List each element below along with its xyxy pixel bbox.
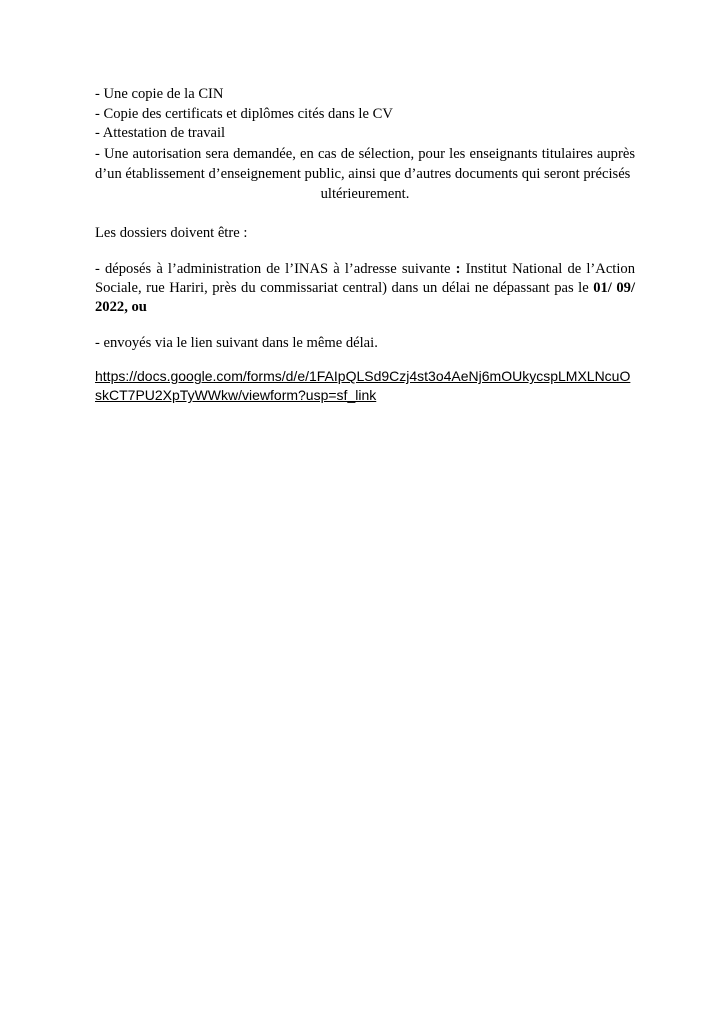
google-form-link[interactable]: https://docs.google.com/forms/d/e/1FAIpQLSd9Czj4st3o4AeNj6mOUkycspLMXLNcuOskCT7PU2XpTyWWkw/viewform?usp=sf_link: [95, 368, 631, 404]
online-submission-text: - envoyés via le lien suivant dans le même délai.: [95, 334, 378, 351]
deposit-address: Institut National de l’Action Sociale, rue Hariri, près du commissariat central) dans un délai ne dépassant pas le: [95, 260, 635, 296]
dossiers-intro: Les dossiers doivent être :: [95, 224, 248, 241]
deposit-prefix: - déposés à l’administration de l’INAS à l’adresse suivante: [95, 260, 456, 277]
list-item-work-attestation: - Attestation de travail: [95, 125, 226, 141]
list-item-authorization-end: ultérieurement.: [320, 185, 410, 202]
list-item-authorization: - Une autorisation sera demandée, en cas de sélection, pour les enseignants titulaires auprès d’un établissement d’enseignement public, ainsi que d’autres documents qui seront précisés: [95, 145, 635, 182]
required-documents-list: [95, 85, 635, 204]
list-item-certificates: - Copie des certificats et diplômes cités dans le CV: [95, 105, 393, 122]
deposit-deadline: 01/ 09/ 2022, ou: [95, 279, 635, 315]
deposit-paragraph: [95, 260, 635, 317]
deposit-colon: :: [455, 260, 461, 277]
list-item-cin: - Une copie de la CIN: [95, 86, 224, 102]
document-body: [95, 85, 635, 405]
